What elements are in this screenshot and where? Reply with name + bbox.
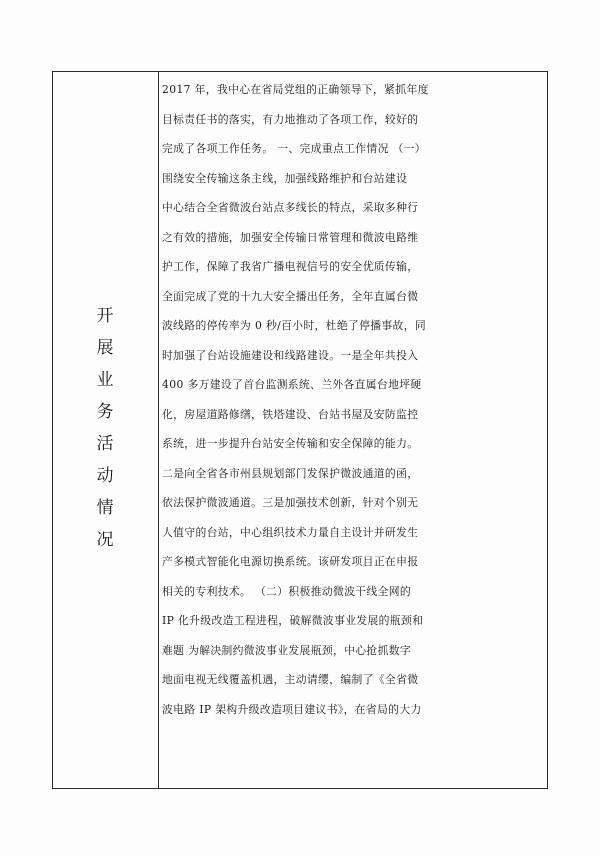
section-label: [97, 300, 114, 556]
section-label-char: 动: [96, 466, 114, 486]
body-line: 目标责任书的落实，有力地推动了各项工作，较好的: [162, 112, 419, 126]
section-label-char: 展: [96, 338, 114, 358]
body-line: IP 化升级改造工程进程，破解微波事业发展的瓶颈和: [162, 614, 424, 627]
section-label-char: 情: [96, 498, 114, 518]
body-line: 全面完成了党的十九大安全播出任务，全年直属台微: [162, 289, 419, 303]
body-line: 围绕安全传输这条主线，加强线路维护和台站建设: [162, 171, 408, 185]
column-divider: [158, 71, 159, 789]
body-line: 二是向全省各市州县规划部门发保护微波通道的函，: [162, 466, 419, 480]
section-label-cell: [52, 71, 158, 789]
body-line: 之有效的措施，加强安全传输日常管理和微波电路维: [162, 230, 419, 244]
section-label-char: 开: [96, 306, 114, 326]
body-line: 2017 年，我中心在省局党组的正确领导下，紧抓年度: [162, 83, 429, 96]
section-label-char: 活: [96, 434, 114, 454]
section-label-char: 业: [96, 370, 114, 390]
body-line: 产多模式智能化电源切换系统。该研发项目正在申报: [162, 555, 419, 568]
body-line: 中心结合全省微波台站点多线长的特点，采取多种行: [162, 201, 419, 214]
body-line: 400 多万建设了首台监测系统、兰外各直属台地坪硬: [162, 378, 422, 391]
body-line: 时加强了台站设施建设和线路建设。一是全年共投入: [162, 348, 419, 362]
body-line: 波线路的停传率为 0 秒/百小时，杜绝了停播事故，同: [162, 319, 426, 332]
body-line: 波电路 IP 架构升级改造项目建议书》，在省局的大力: [162, 702, 422, 716]
section-label-char: 况: [96, 530, 114, 550]
body-line: 人值守的台站，中心组织技术力量自主设计并研发生: [162, 525, 419, 539]
body-line: 护工作，保障了我省广播电视信号的安全优质传输，: [162, 260, 419, 273]
body-line: 依法保护微波通道。三是加强技术创新，针对个别无: [162, 496, 419, 509]
body-line: 相关的专利技术。 （二）积极推动微波干线全网的: [162, 584, 412, 598]
body-line: 地面电视无线覆盖机遇，主动请缨，编制了《全省微: [162, 673, 419, 686]
body-line: 系统，进一步提升台站安全传输和安全保障的能力。: [162, 437, 419, 450]
body-line: 化，房屋道路修缮，铁塔建设、台站书屋及安防监控: [162, 407, 419, 421]
body-line: 完成了各项工作任务。 一、完成重点工作情况 （一）: [162, 142, 426, 155]
section-label-char: 务: [96, 402, 114, 422]
content-cell: [162, 75, 546, 785]
body-line: 难题 为解决制约微波事业发展瓶颈，中心抢抓数字: [162, 643, 412, 657]
